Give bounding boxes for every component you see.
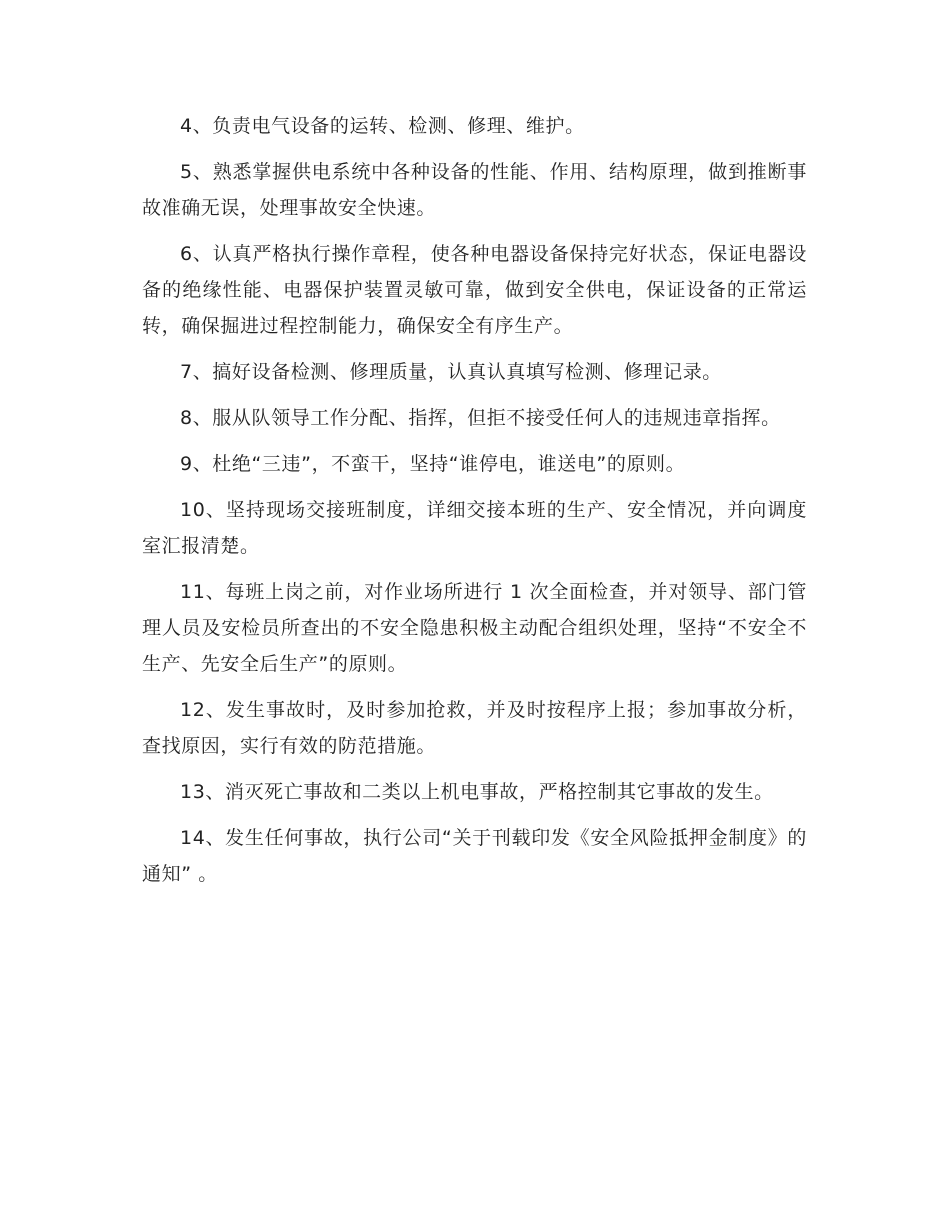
paragraph-item-9: 9、杜绝“三违”，不蛮干，坚持“谁停电，谁送电”的原则。 [180,453,686,475]
paragraph-item-11: 11、每班上岗之前，对作业场所进行 1 次全面检查，并对领导、部门管理人员及安检员所查出的不安全隐患积极主动配合组织处理，坚持“不安全不生产、先安全后生产”的原则。 [142,581,807,675]
paragraph-item-12: 12、发生事故时，及时参加抢救，并及时按程序上报；参加事故分析，查找原因，实行有效的防范措施。 [142,699,807,757]
paragraph-item-13: 13、消灭死亡事故和二类以上机电事故，严格控制其它事故的发生。 [180,781,774,803]
paragraph-item-4: 4、负责电气设备的运转、检测、修理、维护。 [180,115,585,137]
document-body [142,108,807,902]
paragraph-item-10: 10、坚持现场交接班制度，详细交接本班的生产、安全情况，并向调度室汇报清楚。 [142,499,807,557]
paragraph-item-5: 5、熟悉掌握供电系统中各种设备的性能、作用、结构原理，做到推断事故准确无误，处理事故安全快速。 [142,161,807,219]
paragraph-item-8: 8、服从队领导工作分配、指挥，但拒不接受任何人的违规违章指挥。 [180,407,781,429]
paragraph-item-7: 7、搞好设备检测、修理质量，认真认真填写检测、修理记录。 [180,361,722,383]
paragraph-item-14: 14、发生任何事故，执行公司“关于刊载印发《安全风险抵押金制度》的通知” 。 [142,827,807,885]
paragraph-item-6: 6、认真严格执行操作章程，使各种电器设备保持完好状态，保证电器设备的绝缘性能、电器保护装置灵敏可靠，做到安全供电，保证设备的正常运转，确保掘进过程控制能力，确保安全有序生产。 [142,243,807,337]
